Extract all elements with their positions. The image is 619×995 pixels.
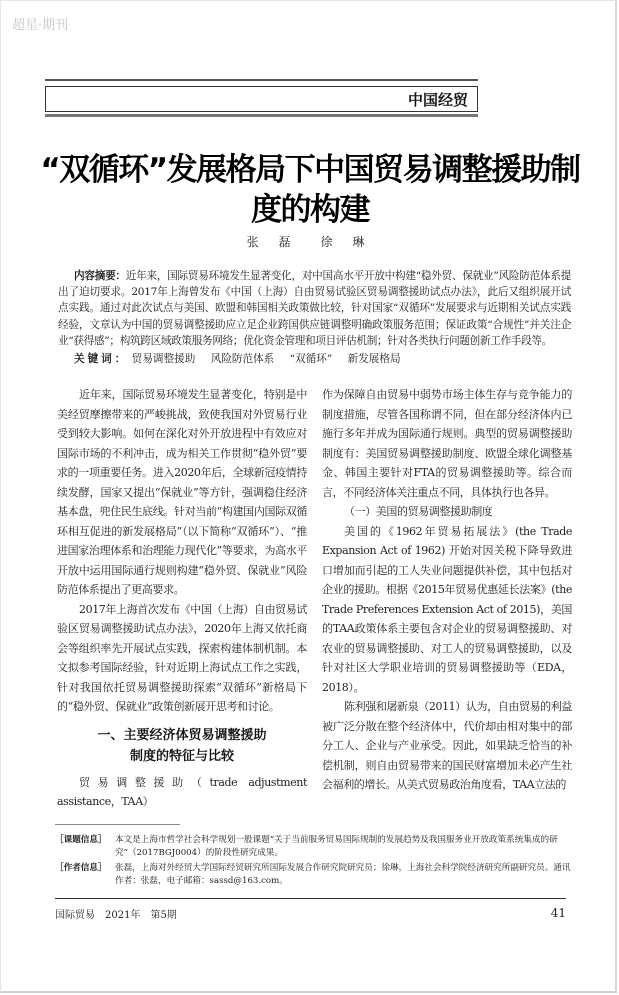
footnote-label: ［课题信息］ bbox=[55, 834, 107, 845]
author-2: 徐 琳 bbox=[320, 235, 373, 249]
sub-heading: （一）美国的贸易调整援助制度 bbox=[344, 505, 493, 519]
keywords-label: 关键词： bbox=[74, 353, 129, 366]
body-paragraph: 美国的《1962年贸易拓展法》(the Trade Expansion Act of 1962) 开始对因关税下降导致进口增加而引起的工人失业问题提供补偿，其中包括对企业的援助。根据《2015年贸易优惠延长法案》(the Trade Preferences Extension Act of 2015)，美国的TAA政策体系主要包含对企业的贸易调整援助、对农业的贸易调整援助、对工人的贸易调整援助，以及针对社区大学职业培训的贸易调整援助等（EDA，2018）。 bbox=[322, 524, 572, 694]
article-title: “双循环”发展格局下中国贸易调整援助制度的构建 bbox=[40, 152, 580, 228]
column-header: 中国经贸 bbox=[407, 91, 468, 109]
body-paragraph: 近年来，国际贸易环境发生显著变化，特别是中美经贸摩擦带来的严峻挑战，致使我国对外贸易行业受到较大影响。如何在深化对外开放进程中有效应对国际市场的不利冲击，成为相关工作贯彻“稳外贸”要求的一项重要任务。进入2020年后，全球新冠疫情持续发酵，国家又提出“保就业”等方针，强调稳住经济基本盘，兜住民生底线。针对当前“构建国内国际双循环相互促进的新发展格局”（以下简称“双循环”）、“推进国家治理体系和治理能力现代化”等要求，为高水平开放中运用国际通行规则构建“稳外贸、保就业”风险防范体系提出了更高要求。 bbox=[57, 388, 307, 597]
keywords bbox=[58, 351, 571, 367]
section-heading-line: 制度的特征与比较 bbox=[129, 748, 234, 764]
body-column-right bbox=[322, 385, 572, 795]
section-heading bbox=[57, 725, 307, 767]
body-paragraph-continued: 作为保障自由贸易中弱势市场主体生存与竞争能力的制度措施，尽管各国称谓不同，但在部分经济体内已施行多年并成为国际通行规则。典型的贸易调整援助制度有：美国贸易调整援助制度、欧盟全球化调整基金、韩国主要针对FTA的贸易调整援助等。综合而言，不同经济体关注重点不同，具体执行也各异。 bbox=[322, 388, 572, 499]
abstract-label: 内容摘要： bbox=[74, 270, 126, 282]
footer-journal: 国际贸易 2021年 第5期 bbox=[55, 909, 177, 921]
section-heading-line: 一、主要经济体贸易调整援助 bbox=[97, 727, 267, 743]
body-paragraph: 2017年上海首次发布《中国（上海）自由贸易试验区贸易调整援助试点办法》，2020年上海又依托商会等组织率先开展试点实践，探索构建体制机制。本文拟参考国际经验，针对近期上海试点工作之实践，针对我国依托贸易调整援助探索“双循环”新格局下的“稳外贸、保就业”政策创新展开思考和讨论。 bbox=[57, 602, 307, 714]
footnotes bbox=[55, 834, 575, 888]
footnote-label: ［作者信息］ bbox=[55, 862, 107, 873]
keyword: 风险防范体系 bbox=[210, 353, 275, 366]
author-1: 张 磊 bbox=[246, 235, 299, 249]
footnote-text: 本文是上海市哲学社会科学规划一般课题“关于当前服务贸易国际规制的发展趋势及我国服务业开放政策系统集成的研究”（2017BGJ0004）的阶段性研究成果。 bbox=[115, 834, 558, 858]
footnote-rule bbox=[55, 824, 180, 825]
body-columns bbox=[57, 385, 572, 812]
keyword: “双循环” bbox=[289, 353, 333, 366]
footnote-author-info bbox=[55, 862, 575, 888]
footnote-funding bbox=[55, 834, 575, 860]
abstract bbox=[58, 268, 571, 349]
watermark: 超星·期刊 bbox=[12, 18, 69, 33]
footer bbox=[55, 898, 566, 924]
page-bottom bbox=[55, 824, 575, 944]
keyword: 贸易调整援助 bbox=[131, 353, 196, 366]
body-paragraph: 贸易调整援助（trade adjustment assistance，TAA） bbox=[57, 775, 307, 809]
footnote-text: 张磊，上海对外经贸大学国际经贸研究所国际发展合作研究院研究员；徐琳，上海社会科学院经济研究所副研究员。通讯作者：张磊，电子邮箱：sassd@163.com。 bbox=[115, 862, 571, 886]
page-number: 41 bbox=[550, 905, 566, 920]
abstract-text: 近年来，国际贸易环境发生显著变化，对中国高水平开放中构建“稳外贸、保就业”风险防范体系提出了迫切要求。2017年上海曾发布《中国（上海）自由贸易试验区贸易调整援助试点办法》，此后又组织展开试点实践。通过对此次试点与美国、欧盟和韩国相关政策做比较，针对国家“双循环”发展要求与近期相关试点实践经验，文章认为中国的贸易调整援助应立足企业跨国供应链调整明确政策服务范围；保证政策“合规性”并关注企业“获得感”；构筑跨区域政策服务网络；优化资金管理和项目评估机制；针对各类执行问题创新工作手段等。 bbox=[58, 270, 571, 347]
body-column-left bbox=[57, 385, 307, 812]
keyword: 新发展格局 bbox=[347, 353, 401, 366]
body-paragraph: 陈利强和屠新泉（2011）认为，自由贸易的利益被广泛分散在整个经济体中，代价却由相对集中的部分工人、企业与产业承受。因此，如果缺乏恰当的补偿机制，则自由贸易带来的国民财富增加未必产生社会福利的增长。从美式贸易政治角度看，TAA立法的 bbox=[322, 700, 572, 792]
